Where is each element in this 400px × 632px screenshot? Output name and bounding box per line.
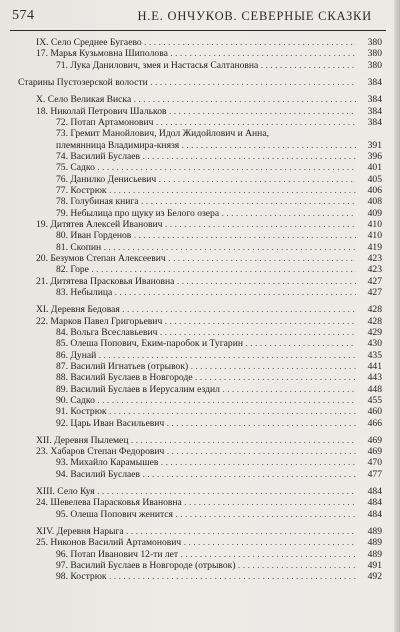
- toc-entry-page: 484: [356, 497, 382, 508]
- toc-entry-label: X. Село Великая Виска . . .: [36, 94, 362, 105]
- toc-entry: [0, 253, 400, 264]
- toc-entry: [0, 94, 400, 105]
- toc-entry-label: 77. Кострюк . . .: [56, 185, 362, 196]
- toc-entry-page: 405: [356, 174, 382, 185]
- toc-entry: [0, 162, 400, 173]
- toc-entry: [0, 549, 400, 560]
- toc-entry-label: 91. Кострюк . . .: [56, 406, 362, 417]
- toc-entry: [0, 497, 400, 508]
- toc-entry-label: 80. Иван Горденов . . .: [56, 230, 362, 241]
- toc-entry: [0, 276, 400, 287]
- toc-entry: [0, 526, 400, 537]
- toc-entry-page: 470: [356, 457, 382, 468]
- toc-entry-page: 401: [356, 162, 382, 173]
- toc-entry-label: 25. Никонов Василий Артамонович . . .: [36, 537, 362, 548]
- toc-entry: [0, 140, 400, 151]
- toc-entry-page: 396: [356, 151, 382, 162]
- toc-entry-label: 71. Лука Данилович, змея и Настасья Салтановна . . .: [56, 60, 362, 71]
- toc-entry-label: 24. Шевелева Парасковья Ивановна . . .: [36, 497, 362, 508]
- toc-entry: [0, 230, 400, 241]
- running-title: Н.Е. ОНЧУКОВ. СЕВЕРНЫЕ СКАЗКИ: [137, 9, 372, 23]
- toc-entry: [0, 457, 400, 468]
- toc-entry: [0, 117, 400, 128]
- toc-entry-page: 477: [356, 469, 382, 480]
- toc-entry: [0, 486, 400, 497]
- toc-entry-label: XI. Деревня Бедовая . . .: [36, 304, 362, 315]
- page-number: 574: [12, 8, 35, 23]
- toc-entry: [0, 48, 400, 59]
- table-of-contents: [0, 37, 400, 583]
- toc-entry-page: 406: [356, 185, 382, 196]
- toc-entry-page: 429: [356, 327, 382, 338]
- toc-entry-page: 441: [356, 361, 382, 372]
- toc-entry-label: IX. Село Среднее Бугаево . . .: [36, 37, 362, 48]
- toc-entry-label: 75. Садко . . .: [56, 162, 362, 173]
- toc-entry-label: 79. Небылица про щуку из Белого озера . . .: [56, 208, 362, 219]
- toc-entry-label: 89. Василий Буслаев в Иерусалим ездил . . .: [56, 384, 362, 395]
- toc-entry-label: 87. Василий Игнатьев (отрывок) . . .: [56, 361, 362, 372]
- toc-entry-label: Старины Пустозерской волости . . .: [18, 77, 362, 88]
- toc-entry-page: 469: [356, 446, 382, 457]
- toc-entry-label: племянница Владимира-князя . . .: [56, 140, 362, 151]
- toc-entry-page: 410: [356, 219, 382, 230]
- toc-entry-page: 419: [356, 242, 382, 253]
- toc-entry-page: 489: [356, 526, 382, 537]
- toc-entry: [0, 372, 400, 383]
- toc-entry-label: 96. Потап Иванович 12-ти лет . . .: [56, 549, 362, 560]
- toc-entry: [0, 446, 400, 457]
- toc-entry-label: 85. Олеша Попович, Еким-паробок и Тугарин . . .: [56, 338, 362, 349]
- toc-entry-page: 428: [356, 304, 382, 315]
- toc-entry-label: 95. Олеша Попович женится . . .: [56, 509, 362, 520]
- toc-entry-page: 489: [356, 537, 382, 548]
- toc-entry: [0, 304, 400, 315]
- page-header: [10, 4, 386, 31]
- toc-entry-label: XIII. Село Куя . . .: [36, 486, 362, 497]
- page-edge: [394, 0, 400, 632]
- toc-entry-page: 484: [356, 509, 382, 520]
- toc-entry: [0, 560, 400, 571]
- toc-entry-page: 423: [356, 253, 382, 264]
- toc-entry: [0, 395, 400, 406]
- toc-entry: [0, 316, 400, 327]
- toc-entry-page: 469: [356, 435, 382, 446]
- toc-entry-page: 391: [356, 140, 382, 151]
- toc-entry: [0, 128, 400, 139]
- toc-entry-page: 430: [356, 338, 382, 349]
- toc-entry-page: 384: [356, 117, 382, 128]
- toc-entry: [0, 242, 400, 253]
- toc-entry: [0, 208, 400, 219]
- toc-entry-page: 491: [356, 560, 382, 571]
- toc-entry: [0, 264, 400, 275]
- toc-entry-page: 384: [356, 106, 382, 117]
- toc-entry-page: 380: [356, 60, 382, 71]
- toc-entry-page: 435: [356, 350, 382, 361]
- toc-entry: [0, 418, 400, 429]
- toc-entry: [0, 287, 400, 298]
- toc-entry-page: 409: [356, 208, 382, 219]
- toc-entry-page: 448: [356, 384, 382, 395]
- toc-entry-label: 90. Садко . . .: [56, 395, 362, 406]
- toc-entry: [0, 60, 400, 71]
- toc-entry-label: XIV. Деревня Нарыга . . .: [36, 526, 362, 537]
- toc-entry-label: 93. Михайло Карамышев . . .: [56, 457, 362, 468]
- toc-entry-page: 460: [356, 406, 382, 417]
- toc-entry-page: 380: [356, 48, 382, 59]
- toc-entry-label: 92. Царь Иван Васильевич . . .: [56, 418, 362, 429]
- toc-entry-page: 408: [356, 196, 382, 207]
- toc-entry-label: 78. Голубиная книга . . .: [56, 196, 362, 207]
- toc-entry-label: 21. Дитятева Прасковья Ивановна . . .: [36, 276, 362, 287]
- toc-entry-label: 82. Горе . . .: [56, 264, 362, 275]
- toc-entry-label: 86. Дунай . . .: [56, 350, 362, 361]
- toc-entry-label: XII. Деревня Пылемец . . .: [36, 435, 362, 446]
- toc-entry-label: 20. Безумов Степан Алексеевич . . .: [36, 253, 362, 264]
- toc-entry: [0, 384, 400, 395]
- toc-entry: [0, 338, 400, 349]
- toc-entry: [0, 350, 400, 361]
- toc-entry-page: 492: [356, 571, 382, 582]
- toc-entry-label: 22. Марков Павел Григорьевич . . .: [36, 316, 362, 327]
- toc-entry: [0, 571, 400, 582]
- toc-entry-page: 380: [356, 37, 382, 48]
- toc-entry-label: 94. Василий Буслаев . . .: [56, 469, 362, 480]
- toc-entry-page: 427: [356, 276, 382, 287]
- toc-entry-label: 88. Василий Буслаев в Новгороде . . .: [56, 372, 362, 383]
- toc-entry-label: 17. Марья Кузьмовна Шиполова . . .: [36, 48, 362, 59]
- toc-entry: [0, 196, 400, 207]
- toc-entry: [0, 469, 400, 480]
- toc-entry-page: 423: [356, 264, 382, 275]
- toc-entry: [0, 509, 400, 520]
- toc-entry-label: 81. Скопин . . .: [56, 242, 362, 253]
- toc-entry-page: 466: [356, 418, 382, 429]
- toc-entry-page: 455: [356, 395, 382, 406]
- toc-entry-label: 98. Кострюк . . .: [56, 571, 362, 582]
- toc-entry-page: 384: [356, 94, 382, 105]
- toc-entry: [0, 77, 400, 88]
- toc-entry: [0, 37, 400, 48]
- toc-entry-page: 410: [356, 230, 382, 241]
- toc-entry: [0, 537, 400, 548]
- toc-entry: [0, 219, 400, 230]
- toc-entry: [0, 435, 400, 446]
- toc-entry-label: 76. Данилко Денисьевич . . .: [56, 174, 362, 185]
- toc-entry-page: 427: [356, 287, 382, 298]
- toc-entry-label: 83. Небылица . . .: [56, 287, 362, 298]
- toc-entry-page: 489: [356, 549, 382, 560]
- toc-entry-page: 428: [356, 316, 382, 327]
- toc-entry: [0, 106, 400, 117]
- toc-entry: [0, 185, 400, 196]
- toc-entry-label: 84. Вольга Всеславьевич . . .: [56, 327, 362, 338]
- toc-entry-label: 74. Василий Буслаев . . .: [56, 151, 362, 162]
- toc-entry-page: 484: [356, 486, 382, 497]
- toc-entry: [0, 361, 400, 372]
- toc-entry: [0, 327, 400, 338]
- toc-entry-label: 72. Потап Артамонович . . .: [56, 117, 362, 128]
- toc-entry-label: 23. Хабаров Степан Федорович . . .: [36, 446, 362, 457]
- toc-entry-label: 73. Гремит Манойлович, Идол Жидойлович и Анна,: [56, 128, 269, 140]
- toc-entry-label: 18. Николай Петрович Шальков . . .: [36, 106, 362, 117]
- toc-entry-label: 97. Василий Буслаев в Новгороде (отрывок) . . .: [56, 560, 362, 571]
- toc-entry-label: 19. Дитятев Алексей Иванович . . .: [36, 219, 362, 230]
- toc-entry-page: 384: [356, 77, 382, 88]
- toc-entry: [0, 174, 400, 185]
- toc-entry: [0, 406, 400, 417]
- toc-entry-page: 443: [356, 372, 382, 383]
- toc-entry: [0, 151, 400, 162]
